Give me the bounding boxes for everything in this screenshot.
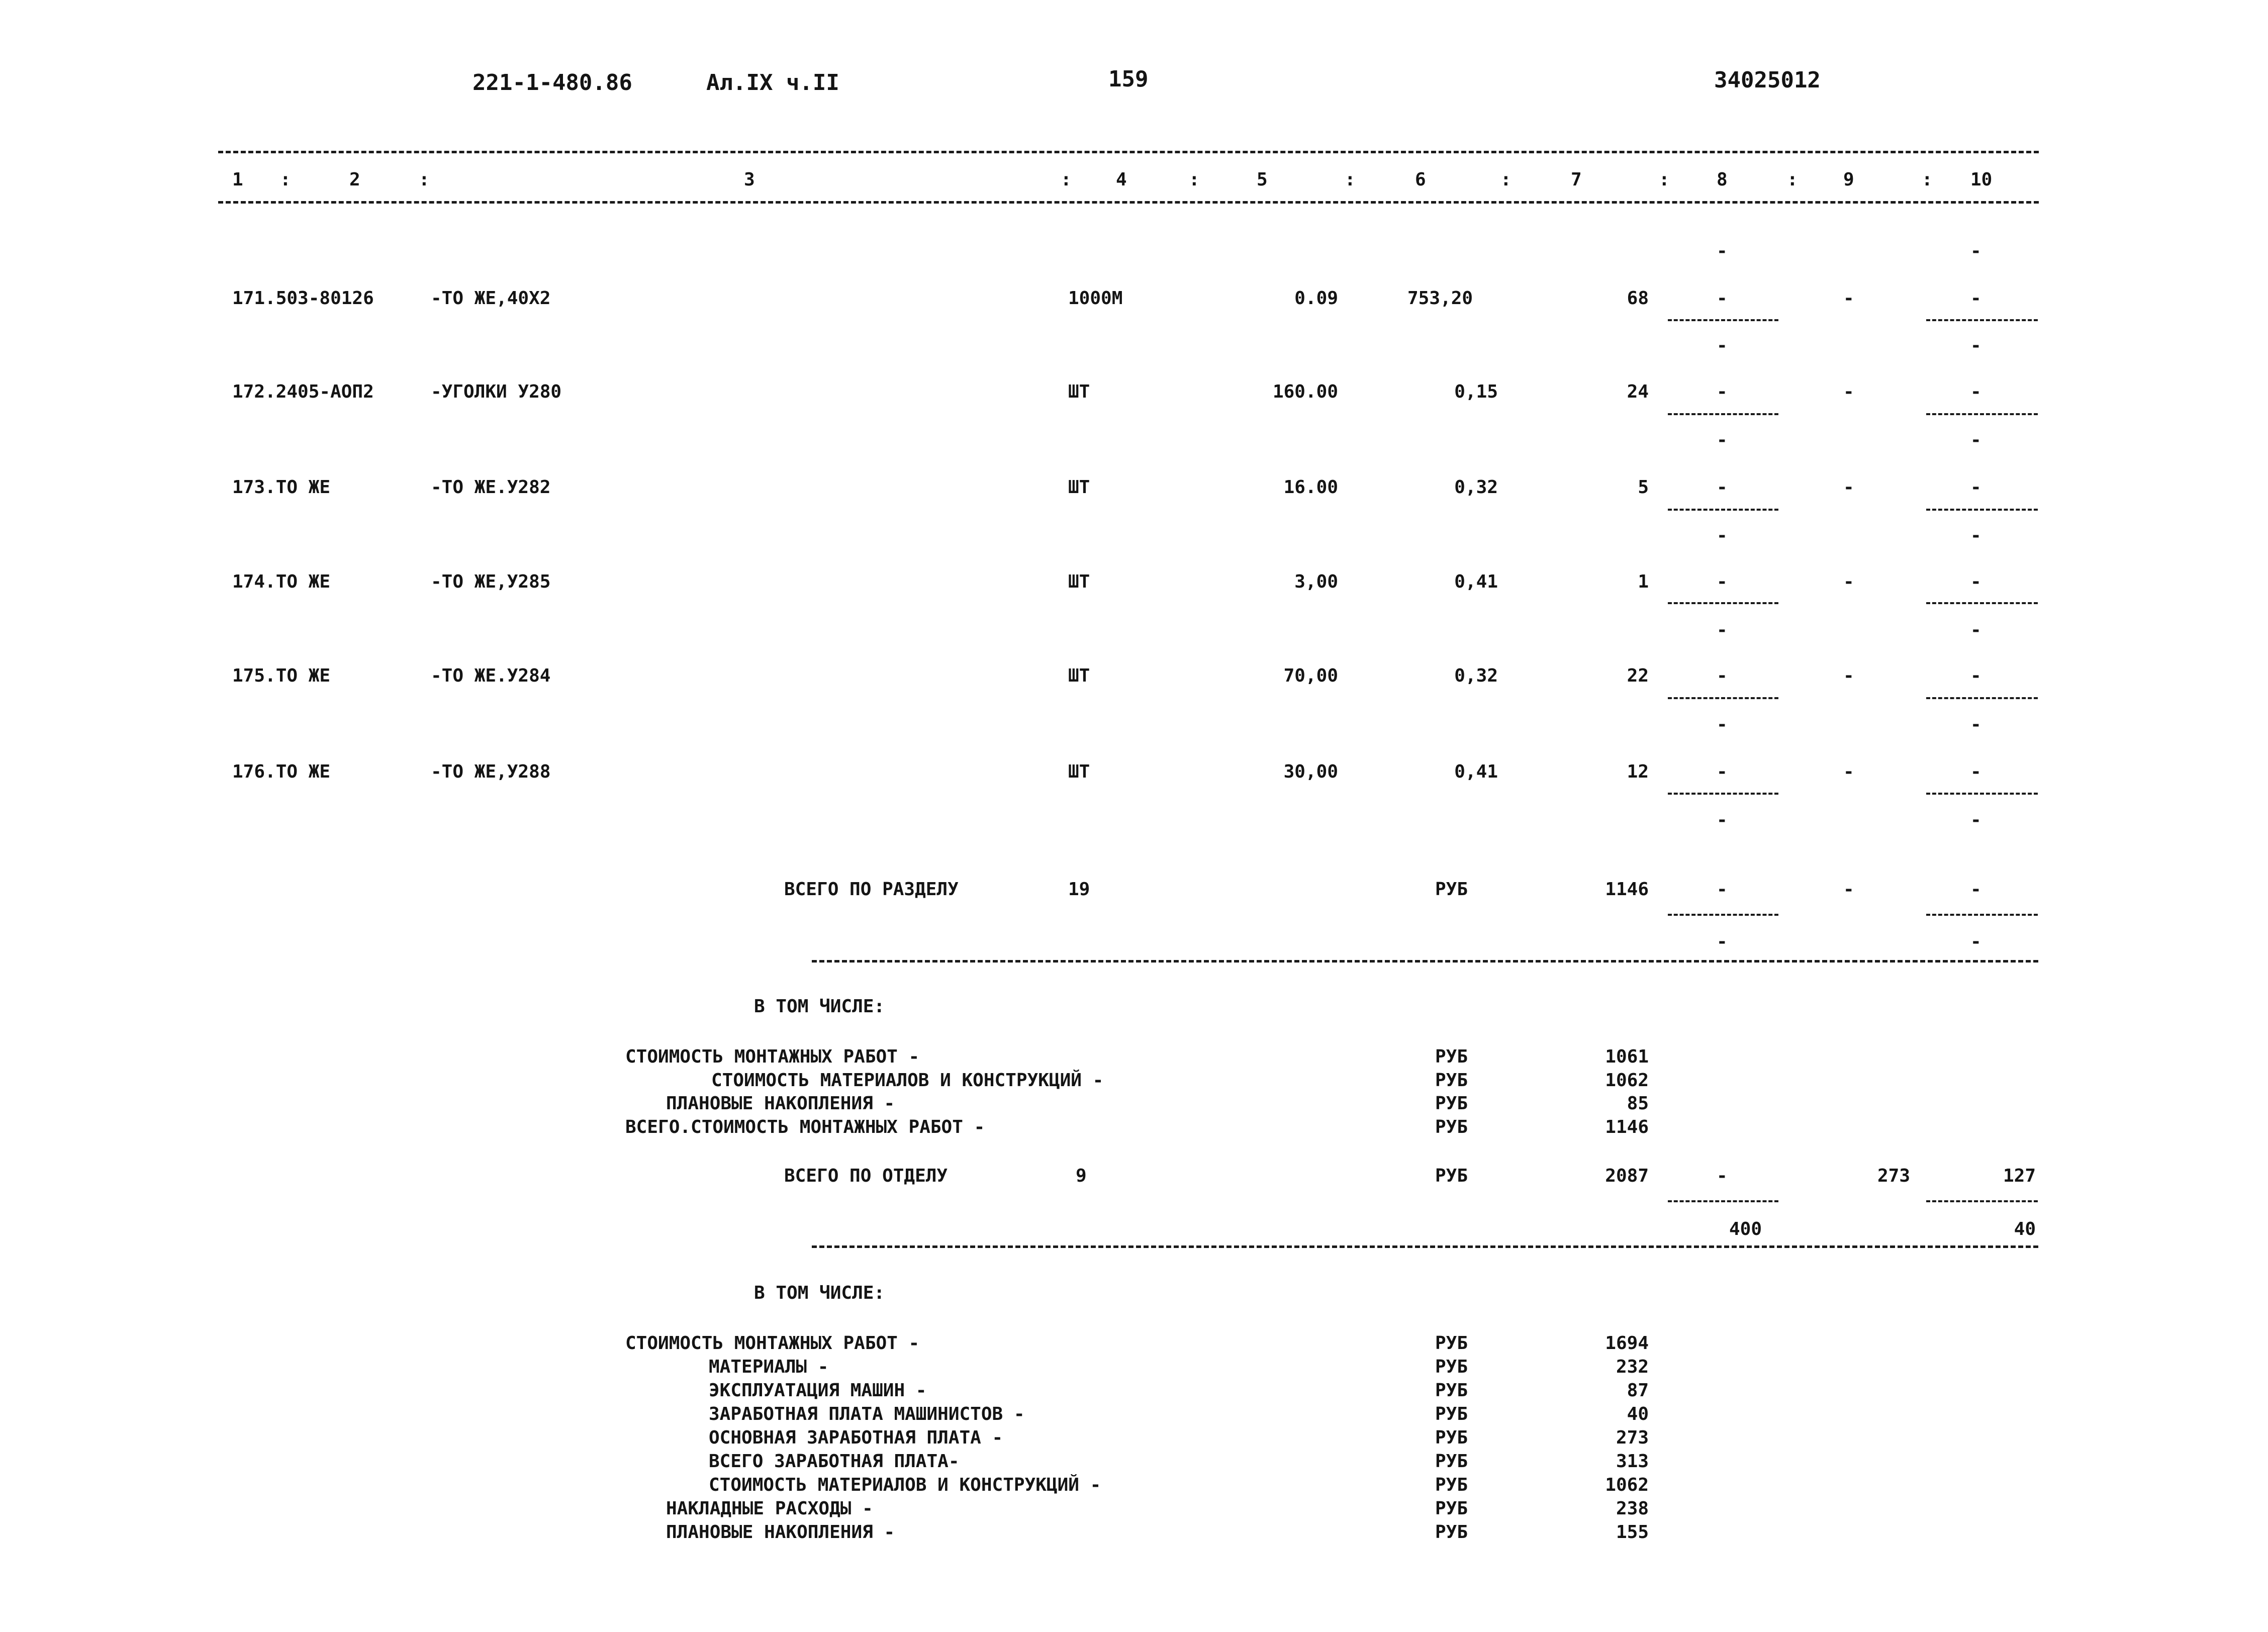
cell-col10-bottom: - bbox=[1970, 335, 1981, 356]
cell-col8-bottom: - bbox=[1717, 810, 1728, 830]
column-header: 4 bbox=[1116, 169, 1127, 190]
breakdown-value: 85 bbox=[1627, 1093, 1649, 1114]
cell-total: 68 bbox=[1627, 288, 1649, 309]
cell-col9: - bbox=[1843, 381, 1854, 402]
department-total-number: 9 bbox=[1076, 1166, 1087, 1186]
cell-col10-bottom: - bbox=[1970, 714, 1981, 735]
cell-col9: - bbox=[1843, 879, 1854, 900]
breakdown-label: ОСНОВНАЯ ЗАРАБОТНАЯ ПЛАТА - bbox=[709, 1427, 1003, 1448]
col10-divider bbox=[1926, 413, 2038, 415]
cell-total: 12 bbox=[1627, 761, 1649, 782]
cell-qty: 160.00 bbox=[1272, 381, 1338, 402]
breakdown-value: 1061 bbox=[1605, 1046, 1649, 1067]
breakdown-value: 40 bbox=[1627, 1404, 1649, 1424]
breakdown-value: 1694 bbox=[1605, 1333, 1649, 1354]
breakdown-label: СТОИМОСТЬ МАТЕРИАЛОВ И КОНСТРУКЦИЙ - bbox=[709, 1475, 1101, 1495]
col8-divider bbox=[1668, 413, 1778, 415]
breakdown-value: 1062 bbox=[1605, 1475, 1649, 1495]
cell-col8: - bbox=[1717, 665, 1728, 686]
cell-name: -ТО ЖЕ,У288 bbox=[431, 761, 551, 782]
column-separator: : bbox=[1189, 169, 1200, 190]
cell-total: 5 bbox=[1638, 477, 1649, 498]
breakdown-unit: РУБ bbox=[1435, 1498, 1468, 1519]
column-separator: : bbox=[1061, 169, 1072, 190]
breakdown-label: ВСЕГО.СТОИМОСТЬ МОНТАЖНЫХ РАБОТ - bbox=[625, 1117, 985, 1137]
column-header: 3 bbox=[744, 169, 755, 190]
col10-divider bbox=[1926, 319, 2038, 321]
breakdown-value: 1062 bbox=[1605, 1070, 1649, 1091]
cell-code: 176.ТО ЖЕ bbox=[232, 761, 331, 782]
section-total-number: 19 bbox=[1068, 879, 1090, 900]
cell-qty: 0.09 bbox=[1294, 288, 1338, 309]
cell-col8-bottom: - bbox=[1717, 430, 1728, 450]
cell-col8-bottom: - bbox=[1717, 525, 1728, 546]
cell-col9: - bbox=[1843, 665, 1854, 686]
cell-col8-bottom: 400 bbox=[1729, 1219, 1762, 1239]
cell-unit: ШТ bbox=[1068, 571, 1090, 592]
col10-divider bbox=[1926, 1200, 2038, 1202]
cell-col9: - bbox=[1843, 477, 1854, 498]
cell-code: 175.ТО ЖЕ bbox=[232, 665, 331, 686]
cell-col10: - bbox=[1970, 381, 1981, 402]
cell-price: 0,15 bbox=[1454, 381, 1498, 402]
cell-col8: - bbox=[1717, 381, 1728, 402]
breakdown-unit: РУБ bbox=[1435, 1070, 1468, 1091]
cell-unit: 1000М bbox=[1068, 288, 1123, 309]
breakdown-unit: РУБ bbox=[1435, 1380, 1468, 1401]
department-breakdown-heading: В ТОМ ЧИСЛЕ: bbox=[754, 1283, 885, 1303]
cell-col10: - bbox=[1970, 761, 1981, 782]
column-separator: : bbox=[1500, 169, 1511, 190]
breakdown-label: ЭКСПЛУАТАЦИЯ МАШИН - bbox=[709, 1380, 927, 1401]
col10-divider bbox=[1926, 914, 2038, 916]
column-separator: : bbox=[280, 169, 291, 190]
section-total-unit: РУБ bbox=[1435, 879, 1468, 900]
column-separator: : bbox=[419, 169, 430, 190]
breakdown-label: ЗАРАБОТНАЯ ПЛАТА МАШИНИСТОВ - bbox=[709, 1404, 1025, 1424]
cell-col8-bottom: - bbox=[1717, 714, 1728, 735]
breakdown-unit: РУБ bbox=[1435, 1427, 1468, 1448]
col10-divider bbox=[1926, 602, 2038, 604]
column-separator: : bbox=[1787, 169, 1798, 190]
column-header: 1 bbox=[232, 169, 243, 190]
cell-price: 753,20 bbox=[1407, 288, 1473, 309]
cell-col8-bottom: - bbox=[1717, 335, 1728, 356]
cell-col9: - bbox=[1843, 288, 1854, 309]
cell-name: -ТО ЖЕ,40Х2 bbox=[431, 288, 551, 309]
page-number: 159 bbox=[1108, 66, 1149, 92]
col8-divider bbox=[1668, 1200, 1778, 1202]
cell-col10: - bbox=[1970, 665, 1981, 686]
col8-divider bbox=[1668, 793, 1778, 795]
cell-price: 0,32 bbox=[1454, 665, 1498, 686]
cell-total: 24 bbox=[1627, 381, 1649, 402]
cell-qty: 30,00 bbox=[1283, 761, 1338, 782]
col10-divider bbox=[1926, 509, 2038, 511]
breakdown-label: СТОИМОСТЬ МОНТАЖНЫХ РАБОТ - bbox=[625, 1046, 920, 1067]
table-header-rule bbox=[218, 201, 2039, 204]
cell-col10: - bbox=[1970, 571, 1981, 592]
column-header: 5 bbox=[1257, 169, 1268, 190]
column-header: 2 bbox=[349, 169, 360, 190]
cell-unit: ШТ bbox=[1068, 477, 1090, 498]
breakdown-unit: РУБ bbox=[1435, 1333, 1468, 1354]
cell-col10-bottom: - bbox=[1970, 525, 1981, 546]
cell-name: -ТО ЖЕ.У284 bbox=[431, 665, 551, 686]
breakdown-label: МАТЕРИАЛЫ - bbox=[709, 1357, 829, 1377]
breakdown-label: ПЛАНОВЫЕ НАКОПЛЕНИЯ - bbox=[666, 1093, 895, 1114]
cell-qty: 70,00 bbox=[1283, 665, 1338, 686]
department-total-value: 2087 bbox=[1605, 1166, 1649, 1186]
col8-divider bbox=[1668, 914, 1778, 916]
cell-col8-bottom: - bbox=[1717, 931, 1728, 952]
cell-unit: ШТ bbox=[1068, 761, 1090, 782]
breakdown-unit: РУБ bbox=[1435, 1093, 1468, 1114]
doc-code: 221-1-480.86 bbox=[472, 70, 632, 95]
album-ref: Ал.IX ч.II bbox=[706, 70, 839, 95]
section-breakdown-heading: В ТОМ ЧИСЛЕ: bbox=[754, 996, 885, 1017]
col8-divider bbox=[1668, 697, 1778, 699]
column-header: 6 bbox=[1415, 169, 1426, 190]
column-header: 7 bbox=[1571, 169, 1582, 190]
col8-divider bbox=[1668, 602, 1778, 604]
cell-col10: - bbox=[1970, 288, 1981, 309]
cell-qty: 3,00 bbox=[1294, 571, 1338, 592]
doc-id: 34025012 bbox=[1714, 67, 1821, 93]
cell-code: 173.ТО ЖЕ bbox=[232, 477, 331, 498]
cell-col8: - bbox=[1717, 761, 1728, 782]
cell-col10: - bbox=[1970, 477, 1981, 498]
col10-divider bbox=[1926, 793, 2038, 795]
cell-col10-top: - bbox=[1970, 241, 1981, 261]
cell-col8: - bbox=[1717, 1166, 1728, 1186]
cell-price: 0,41 bbox=[1454, 571, 1498, 592]
cell-col10-bottom: - bbox=[1970, 931, 1981, 952]
breakdown-unit: РУБ bbox=[1435, 1451, 1468, 1472]
cell-col8: - bbox=[1717, 879, 1728, 900]
cell-col8: - bbox=[1717, 477, 1728, 498]
cell-name: -УГОЛКИ У280 bbox=[431, 381, 562, 402]
cell-col9: 273 bbox=[1877, 1166, 1910, 1186]
breakdown-unit: РУБ bbox=[1435, 1404, 1468, 1424]
breakdown-label: НАКЛАДНЫЕ РАСХОДЫ - bbox=[666, 1498, 873, 1519]
col8-divider bbox=[1668, 509, 1778, 511]
column-separator: : bbox=[1345, 169, 1356, 190]
cell-col10-bottom: - bbox=[1970, 620, 1981, 640]
cell-col10-bottom: 40 bbox=[2014, 1219, 2036, 1239]
breakdown-value: 273 bbox=[1616, 1427, 1649, 1448]
cell-col9: - bbox=[1843, 571, 1854, 592]
cell-col10: - bbox=[1970, 879, 1981, 900]
cell-code: 171.503-80126 bbox=[232, 288, 374, 309]
col8-divider bbox=[1668, 319, 1778, 321]
cell-unit: ШТ bbox=[1068, 381, 1090, 402]
column-separator: : bbox=[1659, 169, 1670, 190]
cell-price: 0,32 bbox=[1454, 477, 1498, 498]
department-total-unit: РУБ bbox=[1435, 1166, 1468, 1186]
breakdown-value: 232 bbox=[1616, 1357, 1649, 1377]
table-top-rule bbox=[218, 151, 2039, 153]
breakdown-label: СТОИМОСТЬ МОНТАЖНЫХ РАБОТ - bbox=[625, 1333, 920, 1354]
col10-divider bbox=[1926, 697, 2038, 699]
column-header: 10 bbox=[1970, 169, 1993, 190]
department-rule bbox=[812, 1245, 2038, 1248]
cell-name: -ТО ЖЕ,У285 bbox=[431, 571, 551, 592]
cell-total: 1 bbox=[1638, 571, 1649, 592]
cell-col8-top: - bbox=[1717, 241, 1728, 261]
cell-col8: - bbox=[1717, 571, 1728, 592]
breakdown-unit: РУБ bbox=[1435, 1522, 1468, 1543]
breakdown-unit: РУБ bbox=[1435, 1357, 1468, 1377]
breakdown-label: СТОИМОСТЬ МАТЕРИАЛОВ И КОНСТРУКЦИЙ - bbox=[711, 1070, 1104, 1091]
section-total-value: 1146 bbox=[1605, 879, 1649, 900]
breakdown-value: 155 bbox=[1616, 1522, 1649, 1543]
section-rule bbox=[812, 960, 2038, 963]
breakdown-unit: РУБ bbox=[1435, 1117, 1468, 1137]
breakdown-unit: РУБ bbox=[1435, 1046, 1468, 1067]
breakdown-value: 87 bbox=[1627, 1380, 1649, 1401]
cell-col8-bottom: - bbox=[1717, 620, 1728, 640]
cell-col10: 127 bbox=[2003, 1166, 2036, 1186]
cell-price: 0,41 bbox=[1454, 761, 1498, 782]
cell-col8: - bbox=[1717, 288, 1728, 309]
cell-code: 174.ТО ЖЕ bbox=[232, 571, 331, 592]
breakdown-value: 313 bbox=[1616, 1451, 1649, 1472]
cell-col9: - bbox=[1843, 761, 1854, 782]
cell-name: -ТО ЖЕ.У282 bbox=[431, 477, 551, 498]
cell-col10-bottom: - bbox=[1970, 810, 1981, 830]
breakdown-value: 1146 bbox=[1605, 1117, 1649, 1137]
column-separator: : bbox=[1922, 169, 1933, 190]
cell-total: 22 bbox=[1627, 665, 1649, 686]
breakdown-unit: РУБ bbox=[1435, 1475, 1468, 1495]
breakdown-label: ПЛАНОВЫЕ НАКОПЛЕНИЯ - bbox=[666, 1522, 895, 1543]
breakdown-label: ВСЕГО ЗАРАБОТНАЯ ПЛАТА- bbox=[709, 1451, 960, 1472]
cell-col10-bottom: - bbox=[1970, 430, 1981, 450]
cell-qty: 16.00 bbox=[1283, 477, 1338, 498]
column-header: 8 bbox=[1717, 169, 1728, 190]
column-header: 9 bbox=[1843, 169, 1854, 190]
breakdown-value: 238 bbox=[1616, 1498, 1649, 1519]
cell-code: 172.2405-АОП2 bbox=[232, 381, 374, 402]
department-total-label: ВСЕГО ПО ОТДЕЛУ bbox=[784, 1166, 948, 1186]
section-total-label: ВСЕГО ПО РАЗДЕЛУ bbox=[784, 879, 959, 900]
cell-unit: ШТ bbox=[1068, 665, 1090, 686]
